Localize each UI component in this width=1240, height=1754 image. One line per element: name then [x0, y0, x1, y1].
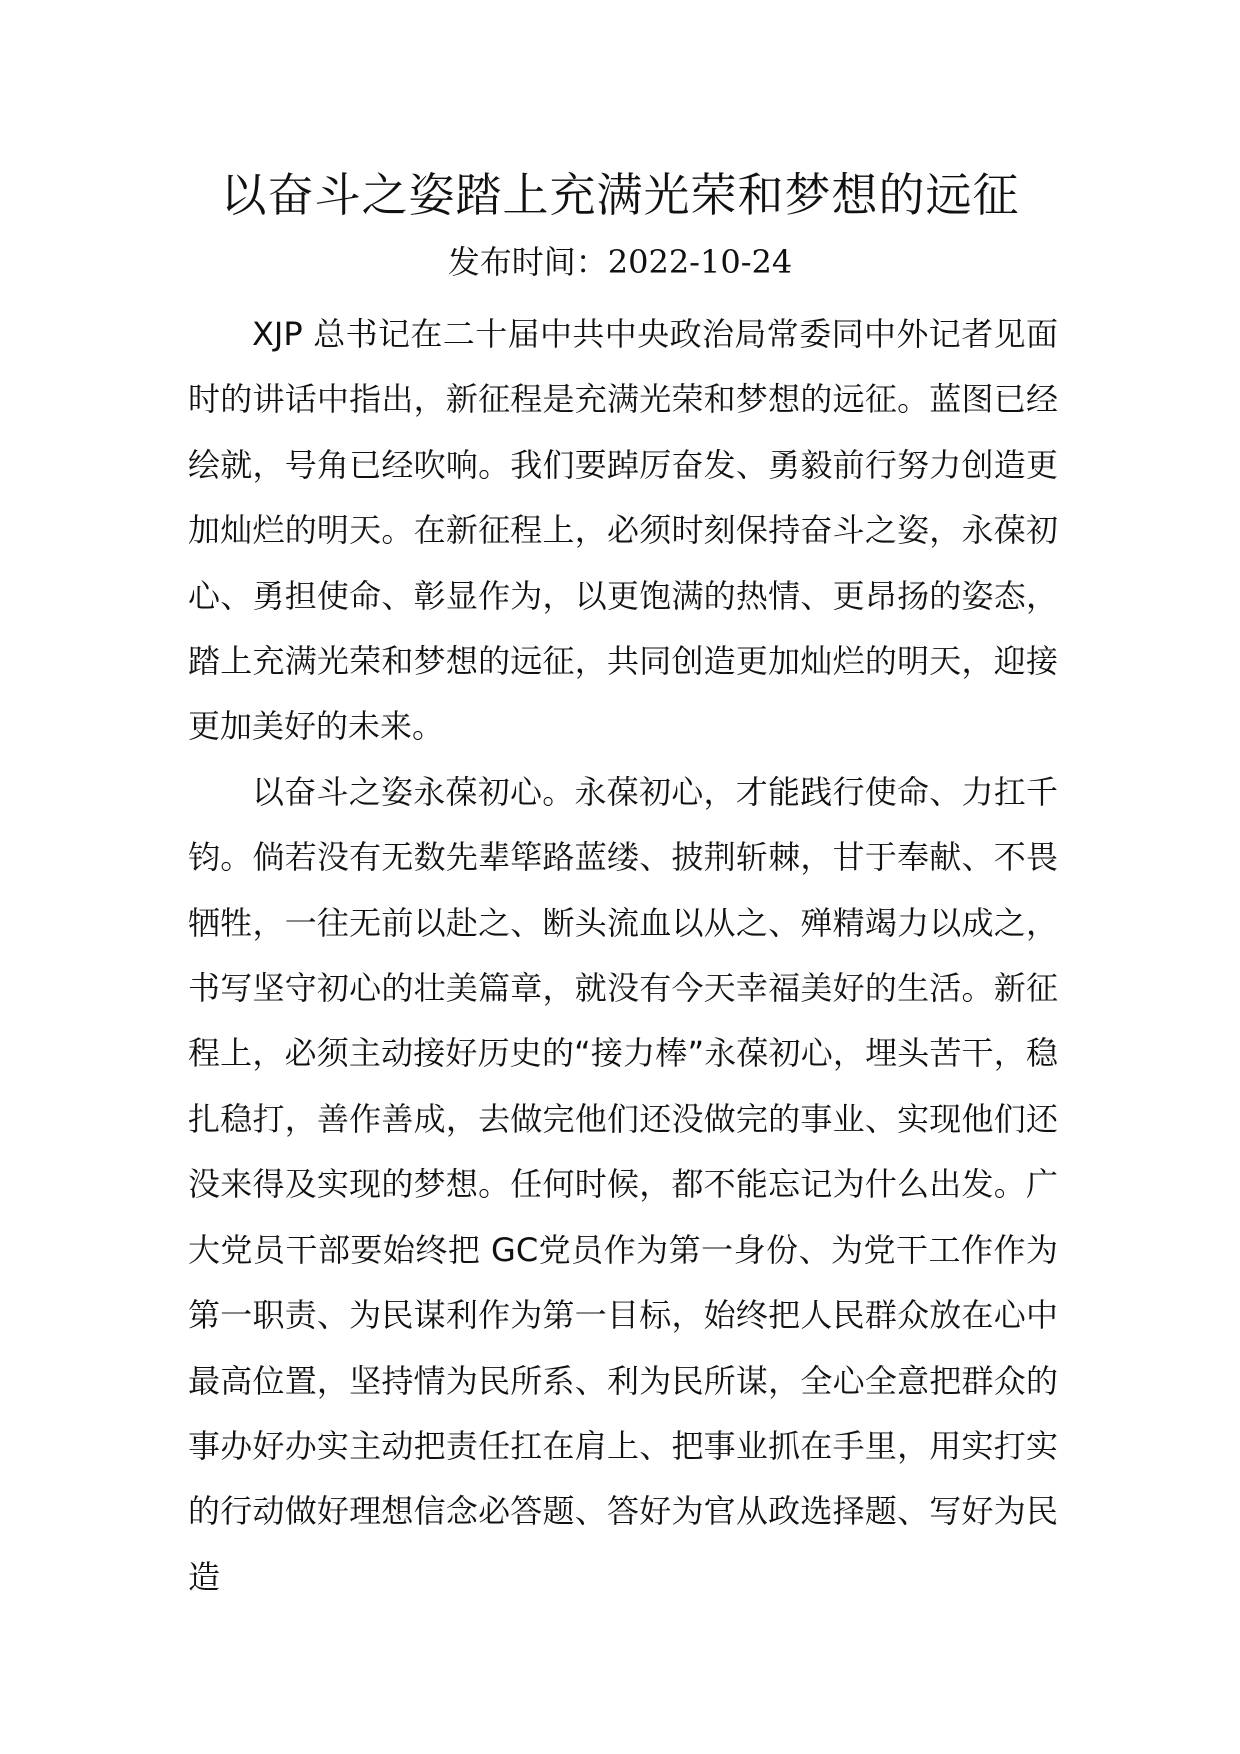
publish-date: 发布时间：2022-10-24	[447, 243, 793, 281]
paragraph-2: 以奋斗之姿永葆初心。永葆初心，才能践行使命、力扛千钧。倘若没有无数先辈筚路蓝缕、披荆斩棘，甘于奉献、不畏牺牲，一往无前以赴之、断头流血以从之、殚精竭力以成之，书写坚守初心的壮美篇章，就没有今天幸福美好的生活。新征程上，必须主动接好历史的“接力棒”永葆初心，埋头苦干，稳扎稳打，善作善成，去做完他们还没做完的事业、实现他们还没来得及实现的梦想。任何时候，都不能忘记为什么出发。广大党员干部要始终把 GC党员作为第一身份、为党干工作作为第一职责、为民谋利作为第一目标，始终把人民群众放在心中最高位置，坚持情为民所系、利为民所谋，全心全意把群众的事办好办实主动把责任扛在肩上、把事业抓在手里，用实打实的行动做好理想信念必答题、答好为官从政选择题、写好为民造	[188, 772, 1058, 1596]
paragraph-1: XJP 总书记在二十届中共中央政治局常委同中外记者见面时的讲话中指出，新征程是充满光荣和梦想的远征。蓝图已经绘就，号角已经吹响。我们要踔厉奋发、勇毅前行努力创造更加灿烂的明天。在新征程上，必须时刻保持奋斗之姿，永葆初心、勇担使命、彰显作为，以更饱满的热情、更昂扬的姿态，踏上充满光荣和梦想的远征，共同创造更加灿烂的明天，迎接更加美好的未来。	[188, 315, 1058, 746]
article-body	[188, 302, 1058, 1610]
article-title: 以奋斗之姿踏上充满光荣和梦想的远征	[220, 168, 1020, 222]
